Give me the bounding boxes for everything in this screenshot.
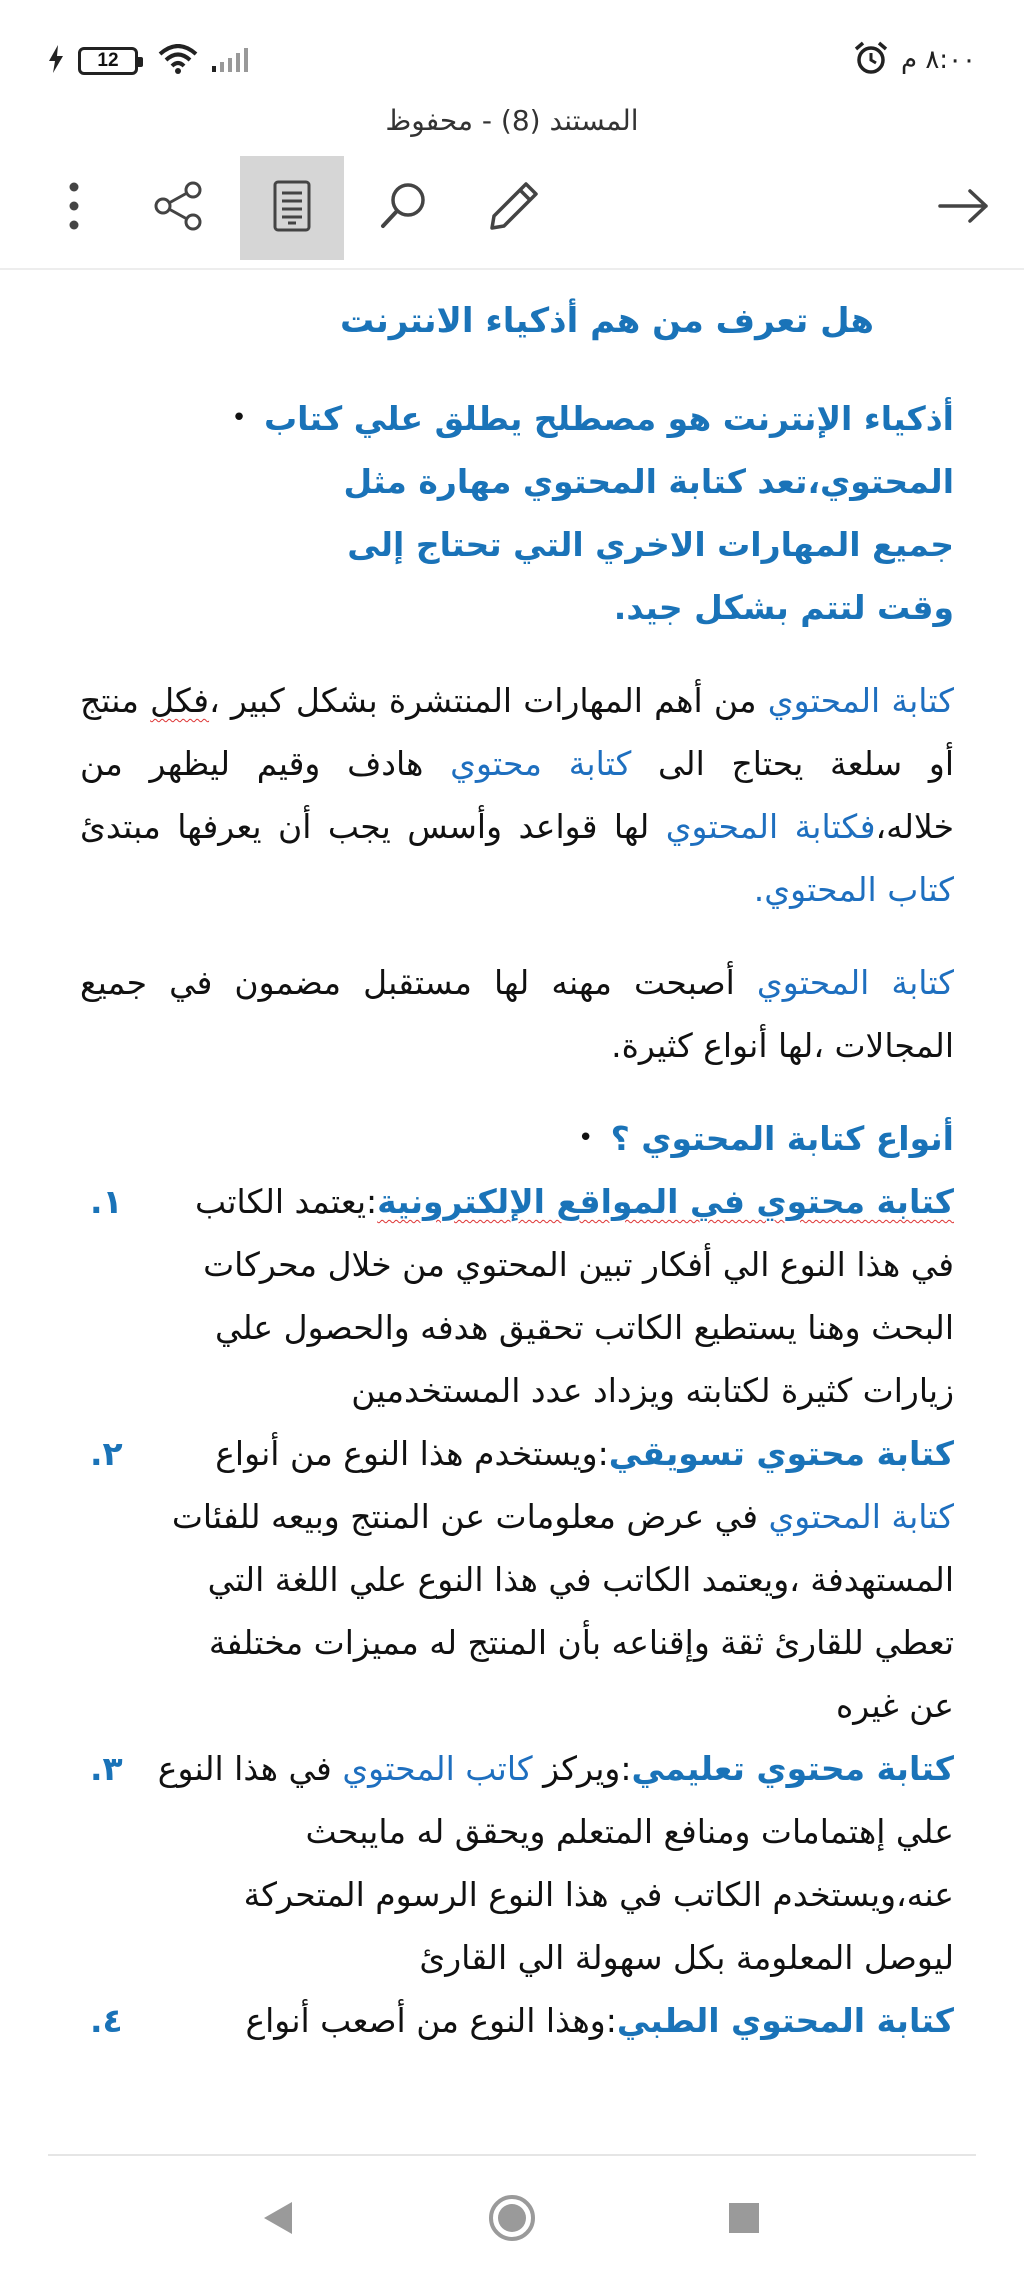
list-item-number: ٤. bbox=[90, 2001, 123, 2040]
edit-pencil-icon bbox=[488, 180, 540, 236]
list-item-number: ٢. bbox=[90, 1434, 123, 1473]
clock-time: ٨:٠٠ م bbox=[900, 45, 976, 75]
more-options-button[interactable] bbox=[22, 156, 126, 260]
paragraph-1 bbox=[80, 669, 954, 921]
list-item bbox=[80, 1989, 954, 2052]
list-item-text: :وهذا النوع من أصعب أنواع bbox=[245, 2001, 617, 2040]
system-nav-bar bbox=[0, 2160, 1024, 2276]
more-options-icon bbox=[68, 181, 80, 235]
status-bar bbox=[0, 0, 1024, 110]
content-divider bbox=[48, 2154, 976, 2156]
link-text: كاتب المحتوي bbox=[342, 1749, 533, 1788]
paragraph-text: أصبحت مهنه لها مستقبل مضمون في جميع المجالات ،لها أنواع كثيرة. bbox=[80, 963, 954, 1065]
forward-button[interactable] bbox=[912, 156, 1016, 260]
link-text: كتابة المحتوي bbox=[767, 681, 954, 720]
intro-bullet-text: أذكياء الإنترنت هو مصطلح يطلق علي كتاب المحتوي،تعد كتابة المحتوي مهارة مثل جميع المهارات الاخري التي تحتاج إلى وقت لتتم بشكل جيد. bbox=[264, 399, 954, 627]
list-item-text: :ويركز bbox=[532, 1749, 632, 1788]
nav-recents-button[interactable] bbox=[714, 2190, 774, 2250]
status-right bbox=[853, 40, 976, 80]
list-item-text: :يعتمد الكاتب في هذا النوع الي أفكار تبين المحتوي من خلال محركات البحث وهنا يستطيع الكاتب تحقيق هدفه والحصول علي زيارات كثيرة لكتابته ويزداد عدد المستخدمين bbox=[194, 1182, 954, 1410]
list-item bbox=[80, 1737, 954, 1989]
charging-icon bbox=[48, 45, 64, 77]
list-item-title: كتابة المحتوي الطبي bbox=[616, 2001, 954, 2040]
link-text: كتابة المحتوي bbox=[756, 963, 955, 1002]
list-item-text: في هذا النوع علي إهتمامات ومنافع المتعلم ويحقق له مايبحث عنه،ويستخدم الكاتب في هذا النوع الرسوم المتحركة ليوصل المعلومة بكل سهولة الي القارئ bbox=[157, 1749, 954, 1977]
share-icon bbox=[153, 181, 203, 235]
toolbar-divider bbox=[0, 268, 1024, 270]
paragraph-text: لها قواعد وأسس يجب أن يعرفها مبتدئ bbox=[80, 807, 666, 846]
alarm-icon bbox=[853, 40, 889, 80]
list-item-number: ١. bbox=[90, 1182, 123, 1221]
share-button[interactable] bbox=[126, 156, 230, 260]
intro-bullet bbox=[80, 387, 954, 639]
document-viewport[interactable] bbox=[0, 290, 1024, 2158]
document-title: المستند (8) - محفوظ bbox=[385, 104, 639, 137]
back-triangle-icon bbox=[260, 2198, 296, 2242]
recents-square-icon bbox=[727, 2201, 761, 2239]
list-item-title: كتابة محتوي تعليمي bbox=[631, 1749, 954, 1788]
bullet-icon: • bbox=[578, 1123, 594, 1153]
list-item-title: كتابة محتوي في المواقع الإلكترونية bbox=[377, 1182, 954, 1221]
paragraph-text: هادف وقيم ليظهر من خلاله، bbox=[80, 744, 954, 846]
signal-icon bbox=[212, 44, 260, 78]
link-text: كتابة المحتوي bbox=[768, 1497, 954, 1536]
status-left bbox=[48, 44, 260, 78]
nav-home-button[interactable] bbox=[482, 2190, 542, 2250]
edit-button[interactable] bbox=[462, 156, 566, 260]
list-item bbox=[80, 1170, 954, 1422]
list-item-title: كتابة محتوي تسويقي bbox=[608, 1434, 954, 1473]
battery-level: 12 bbox=[97, 50, 119, 71]
paragraph-text: منتج أو سلعة يحتاج الى bbox=[80, 681, 955, 783]
list-item-body bbox=[154, 1422, 954, 1737]
search-icon bbox=[378, 180, 430, 236]
bullet-icon: • bbox=[231, 403, 247, 433]
link-text: كتابة محتوي bbox=[450, 744, 632, 783]
home-circle-icon bbox=[487, 2193, 537, 2247]
wifi-icon bbox=[158, 44, 198, 78]
link-text: كتاب المحتوي. bbox=[753, 870, 954, 909]
document-body bbox=[80, 290, 954, 2052]
types-heading bbox=[80, 1107, 954, 1170]
list-item-body bbox=[154, 1170, 954, 1422]
list-item-body bbox=[154, 1989, 954, 2052]
document-heading: هل تعرف من هم أذكياء الانترنت bbox=[339, 301, 874, 341]
battery-icon bbox=[78, 47, 138, 75]
link-text: فكتابة المحتوي bbox=[665, 807, 876, 846]
search-button[interactable] bbox=[352, 156, 456, 260]
toolbar bbox=[0, 156, 1024, 264]
paragraph-text: من أهم المهارات المنتشرة بشكل كبير ، bbox=[209, 681, 768, 720]
reading-view-button[interactable] bbox=[240, 156, 344, 260]
types-heading-text: أنواع كتابة المحتوي ؟ bbox=[610, 1119, 954, 1158]
list-item-text: في عرض معلومات عن المنتج وبيعه للفئات المستهدفة ،ويعتمد الكاتب في هذا النوع علي اللغة التي تعطي للقارئ ثقة وإقناعه بأن المنتج له مميزات مختلفة عن غيره bbox=[171, 1497, 954, 1725]
paragraph-2 bbox=[80, 951, 954, 1077]
forward-arrow-icon bbox=[938, 188, 990, 228]
reading-view-icon bbox=[272, 179, 312, 237]
list-item-body bbox=[154, 1737, 954, 1989]
list-item bbox=[80, 1422, 954, 1737]
paragraph-text: فكل bbox=[150, 681, 210, 720]
list-item-text: :ويستخدم هذا النوع من أنواع bbox=[215, 1434, 609, 1473]
nav-back-button[interactable] bbox=[248, 2190, 308, 2250]
list-item-number: ٣. bbox=[90, 1749, 123, 1788]
